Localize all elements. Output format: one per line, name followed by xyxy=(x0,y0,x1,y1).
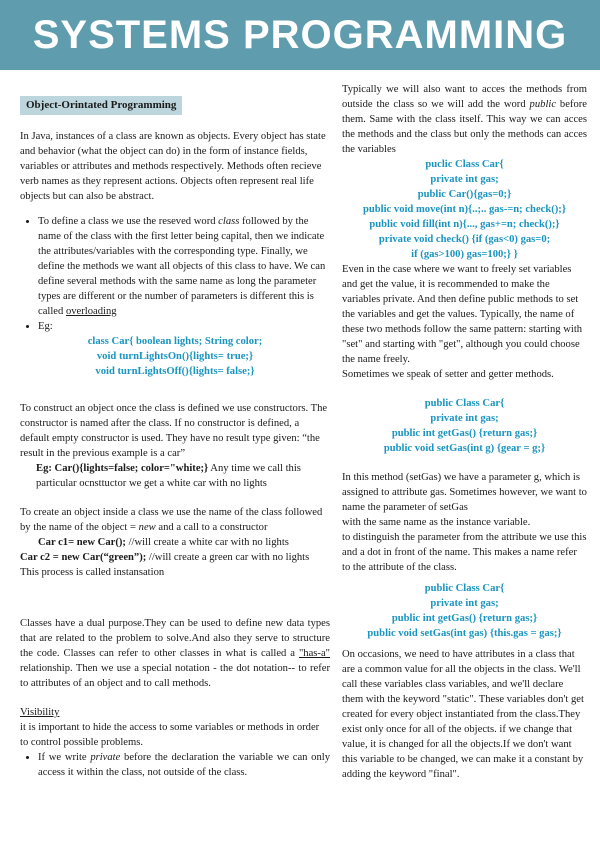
static-paragraph: On occasions, we need to have attributes in a class that are a common value for all the objects in the class. We'll call these variables class variables, and we'll declare them with the keyword "static". These variables don't get created for every object instantiated from the class.They exist only once for all of the objects. if we change that value, it is changed for all the objects.If we don't want this variable to be changed, we can make it a constant by adding the keyword "final". xyxy=(342,649,584,780)
setget-paragraph: Even in the case where we want to freely set variables and get the value, it is recommended to make the variables private. And then define public methods to set the variables and get the values. Typically, the name of these two methods follow the same pattern: starting with "set" and starting with "get", although you could choose the name freely. xyxy=(342,264,583,365)
distinguish-text: to distinguish the parameter from the attribute we use this and a dot in front of the name. This makes a name refer to the attribute of the class. xyxy=(342,532,587,573)
constructors-paragraph: To construct an object once the class is defined we use constructors. The constructor is named after the class. If no constructor is defined, a default empty constructor is used. They have no result type given: “the result in the previous example is a car” xyxy=(20,403,328,459)
section-heading: Object-Orintated Programming xyxy=(20,96,182,115)
code-line: public void setGas(int g) {gear = g;} xyxy=(383,443,546,454)
code-block-car-gas xyxy=(342,157,587,262)
class-definition-list xyxy=(20,214,330,334)
code-line: public void move(int n){..;.. gas-=n; check();} xyxy=(362,204,566,215)
public-paragraph: Typically we will also want to acces the methods from outside the class so we will add the word public before them. Same with the class itself. This way we can acces the methods and the class but only the methods can acces the variables xyxy=(342,84,587,155)
setter-getter-text: Sometimes we speak of setter and getter methods. xyxy=(342,369,554,380)
code-line: if (gas>100) gas=100;} } xyxy=(411,249,518,260)
left-column xyxy=(20,96,330,780)
title-banner xyxy=(0,0,600,70)
code-line: public Car(){gas=0;} xyxy=(417,189,512,200)
code-block-this-gas xyxy=(342,581,587,641)
code-line: private void check() {if (gas<0) gas=0; xyxy=(378,234,551,245)
constructor-example: Eg: Car(){lights=false; color="white;} Any time we call this particular ocnsttuctor we get a white car with no lights xyxy=(36,463,301,489)
instansation-text: This process is called instansation xyxy=(20,567,165,578)
code-example-c2: Car c2 = new Car(“green”); //will create a green car with no lights xyxy=(20,552,310,563)
code-line: puclic Class Car{ xyxy=(425,159,504,170)
dual-purpose-paragraph: Classes have a dual purpose.They can be used to define new data types that are related to the problem to solve.And also they serve to structure the code. Classes can refer to other classes in what is called a "has-a" relationship. Then we use a special notation - the dot notation-- to refer to attributes of an object and to call methods. xyxy=(20,618,330,689)
code-block-car-lights xyxy=(20,334,330,379)
visibility-list xyxy=(20,750,330,780)
code-line: private int gas; xyxy=(430,174,499,185)
create-object-paragraph: To create an object inside a class we use the name of the class followed by the name of the object = new and a call to a constructor xyxy=(20,507,323,533)
code-line: public Class Car{ xyxy=(424,398,505,409)
code-line: void turnLightsOn(){lights= true;} xyxy=(96,351,254,362)
visibility-text: it is important to hide the access to some variables or methods in order to control possible problems. xyxy=(20,722,320,748)
code-line: class Car{ boolean lights; String color; xyxy=(87,336,263,347)
code-line: private int gas; xyxy=(430,413,499,424)
code-line: public int getGas() {return gas;} xyxy=(391,613,538,624)
setgas-paragraph: In this method (setGas) we have a parameter g, which is assigned to attribute gas. Sometimes however, we want to name the parameter of setGas xyxy=(342,472,587,513)
code-example-c1: Car c1= new Car(); //will create a white car with no lights xyxy=(38,537,289,548)
same-name-text: with the same name as the instance variable. xyxy=(342,517,531,528)
right-column xyxy=(342,82,587,782)
page-title: SYSTEMS PROGRAMMING xyxy=(32,13,568,57)
intro-paragraph: In Java, instances of a class are known as objects. Every object has state and behavior (what the object can do) in the form of instance fields, variables or attributes and methods respectively. Methods often recieve verb names as they represent actions. Objects often represent real life objects but can also be abstract. xyxy=(20,131,326,202)
code-line: public void setGas(int gas) {this.gas = gas;} xyxy=(367,628,562,639)
code-block-setgas xyxy=(342,396,587,456)
code-line: public Class Car{ xyxy=(424,583,505,594)
code-line: private int gas; xyxy=(430,598,499,609)
code-line: public void fill(int n){..., gas+=n; check();} xyxy=(369,219,560,230)
list-item: • Eg: xyxy=(38,319,330,334)
list-item: • If we write private before the declaration the variable we can only access it within the class, not outside of the class. xyxy=(38,750,330,780)
code-line: void turnLightsOff(){lights= false;} xyxy=(95,366,255,377)
visibility-title: Visibility xyxy=(20,707,60,718)
list-item: • To define a class we use the reseved word class followed by the name of the class with the first letter being capital, then we indicate the attributes/variables with the corresponding type. Finally, we define the methods we want all objects of this class to have. We can define several methods with the same name as long the parameter types are different or the number of parameters is different this is called overloading xyxy=(38,214,330,319)
code-line: public int getGas() {return gas;} xyxy=(391,428,538,439)
